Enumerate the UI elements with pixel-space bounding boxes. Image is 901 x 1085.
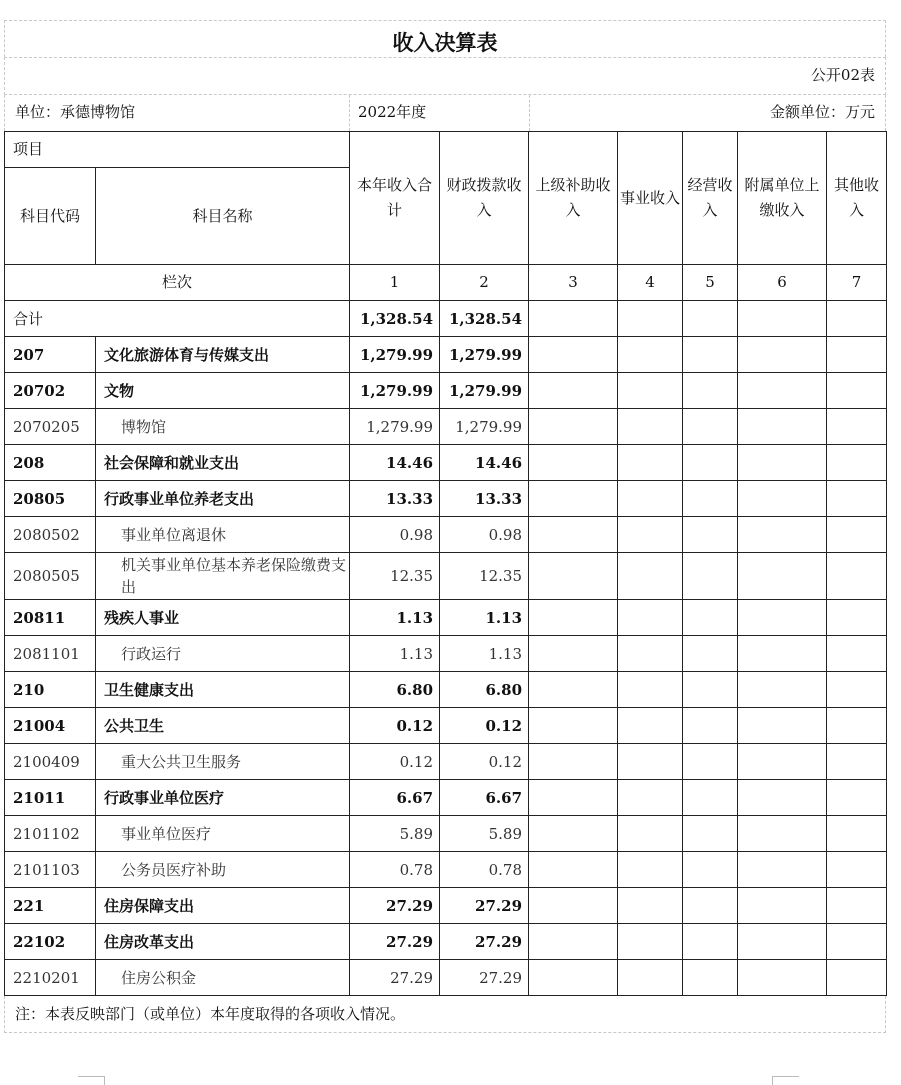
- subject-code: 20805: [5, 481, 96, 517]
- table-row: [5, 373, 887, 409]
- subject-code: 2100409: [5, 744, 96, 780]
- header-col-business: 事业收入: [618, 132, 683, 265]
- amount-total: 6.67: [350, 780, 440, 816]
- empty-cell: [529, 373, 618, 409]
- subject-name: 行政运行: [96, 636, 350, 672]
- amount-total: 5.89: [350, 816, 440, 852]
- amount-fiscal: 6.67: [440, 780, 529, 816]
- header-col-operation: 经营收入: [683, 132, 738, 265]
- empty-cell: [683, 301, 738, 337]
- empty-cell: [738, 600, 827, 636]
- subject-code: 2210201: [5, 960, 96, 996]
- empty-cell: [738, 852, 827, 888]
- amount-fiscal: 5.89: [440, 816, 529, 852]
- empty-cell: [683, 672, 738, 708]
- empty-cell: [738, 409, 827, 445]
- amount-fiscal: 1,279.99: [440, 337, 529, 373]
- amount-fiscal: 1,279.99: [440, 409, 529, 445]
- subject-name: 公务员医疗补助: [96, 852, 350, 888]
- page-title: 收入决算表: [4, 20, 886, 57]
- revenue-statement-sheet: [4, 20, 886, 1033]
- subject-code: 2081101: [5, 636, 96, 672]
- subject-name: 住房改革支出: [96, 924, 350, 960]
- table-row: [5, 445, 887, 481]
- index-cell: 5: [683, 265, 738, 301]
- amount-fiscal: 14.46: [440, 445, 529, 481]
- header-name: 科目名称: [96, 168, 350, 265]
- table-row: [5, 636, 887, 672]
- empty-cell: [738, 924, 827, 960]
- empty-cell: [618, 636, 683, 672]
- subject-name: 博物馆: [96, 409, 350, 445]
- empty-cell: [827, 960, 887, 996]
- header-col-affiliate: 附属单位上缴收入: [738, 132, 827, 265]
- empty-cell: [738, 780, 827, 816]
- subject-name: 残疾人事业: [96, 600, 350, 636]
- subject-code: 208: [5, 445, 96, 481]
- empty-cell: [529, 852, 618, 888]
- empty-cell: [529, 409, 618, 445]
- amount-fiscal: 27.29: [440, 924, 529, 960]
- subject-name: 行政事业单位养老支出: [96, 481, 350, 517]
- amount-total: 27.29: [350, 960, 440, 996]
- table-row: [5, 708, 887, 744]
- revenue-table: [4, 131, 887, 996]
- index-cell: 1: [350, 265, 440, 301]
- empty-cell: [683, 780, 738, 816]
- empty-cell: [529, 888, 618, 924]
- empty-cell: [827, 672, 887, 708]
- empty-cell: [529, 600, 618, 636]
- table-row: [5, 409, 887, 445]
- subject-code: 221: [5, 888, 96, 924]
- subject-name: 重大公共卫生服务: [96, 744, 350, 780]
- index-cell: 4: [618, 265, 683, 301]
- subject-name: 事业单位离退休: [96, 517, 350, 553]
- amount-total: 1,279.99: [350, 373, 440, 409]
- subject-name: 文物: [96, 373, 350, 409]
- empty-cell: [683, 816, 738, 852]
- subject-name: 行政事业单位医疗: [96, 780, 350, 816]
- empty-cell: [618, 744, 683, 780]
- total-label: 合计: [5, 301, 350, 337]
- empty-cell: [683, 517, 738, 553]
- header-col-other: 其他收入: [827, 132, 887, 265]
- amount-total: 0.78: [350, 852, 440, 888]
- amount-total: 0.98: [350, 517, 440, 553]
- empty-cell: [738, 636, 827, 672]
- empty-cell: [618, 708, 683, 744]
- empty-cell: [827, 708, 887, 744]
- table-row: [5, 672, 887, 708]
- empty-cell: [683, 888, 738, 924]
- empty-cell: [827, 373, 887, 409]
- empty-cell: [738, 708, 827, 744]
- empty-cell: [529, 924, 618, 960]
- amount-fiscal: 0.98: [440, 517, 529, 553]
- empty-cell: [618, 337, 683, 373]
- empty-cell: [529, 301, 618, 337]
- empty-cell: [618, 780, 683, 816]
- index-cell: 2: [440, 265, 529, 301]
- unit-label: 单位：承德博物馆: [5, 95, 350, 131]
- amount-total: 13.33: [350, 481, 440, 517]
- amount-total: 27.29: [350, 888, 440, 924]
- table-row: [5, 553, 887, 600]
- header-col-superior: 上级补助收入: [529, 132, 618, 265]
- form-number: 公开02表: [4, 57, 886, 95]
- header-code: 科目代码: [5, 168, 96, 265]
- empty-cell: [683, 553, 738, 600]
- subject-code: 21004: [5, 708, 96, 744]
- empty-cell: [618, 924, 683, 960]
- index-cell: 6: [738, 265, 827, 301]
- header-row-index: 栏次: [5, 265, 350, 301]
- empty-cell: [738, 373, 827, 409]
- table-note: 注：本表反映部门（或单位）本年度取得的各项收入情况。: [4, 996, 886, 1033]
- empty-cell: [618, 517, 683, 553]
- empty-cell: [683, 636, 738, 672]
- subject-code: 210: [5, 672, 96, 708]
- subject-name: 住房保障支出: [96, 888, 350, 924]
- empty-cell: [529, 337, 618, 373]
- empty-cell: [683, 445, 738, 481]
- amount-total: 0.12: [350, 708, 440, 744]
- total-fiscal: 1,328.54: [440, 301, 529, 337]
- empty-cell: [618, 888, 683, 924]
- table-row: [5, 337, 887, 373]
- empty-cell: [827, 553, 887, 600]
- table-row: [5, 481, 887, 517]
- subject-name: 文化旅游体育与传媒支出: [96, 337, 350, 373]
- empty-cell: [683, 373, 738, 409]
- empty-cell: [529, 636, 618, 672]
- empty-cell: [529, 445, 618, 481]
- table-row: [5, 517, 887, 553]
- index-cell: 3: [529, 265, 618, 301]
- empty-cell: [827, 481, 887, 517]
- empty-cell: [827, 924, 887, 960]
- empty-cell: [683, 600, 738, 636]
- amount-total: 1,279.99: [350, 337, 440, 373]
- empty-cell: [618, 672, 683, 708]
- empty-cell: [683, 924, 738, 960]
- amount-total: 0.12: [350, 744, 440, 780]
- subject-name: 公共卫生: [96, 708, 350, 744]
- empty-cell: [618, 553, 683, 600]
- amount-total: 1.13: [350, 636, 440, 672]
- subject-code: 20811: [5, 600, 96, 636]
- empty-cell: [618, 481, 683, 517]
- amount-fiscal: 0.78: [440, 852, 529, 888]
- empty-cell: [738, 744, 827, 780]
- subject-code: 207: [5, 337, 96, 373]
- empty-cell: [827, 636, 887, 672]
- empty-cell: [827, 744, 887, 780]
- total-amount: 1,328.54: [350, 301, 440, 337]
- empty-cell: [827, 517, 887, 553]
- empty-cell: [529, 481, 618, 517]
- empty-cell: [827, 780, 887, 816]
- subject-name: 事业单位医疗: [96, 816, 350, 852]
- table-row: [5, 852, 887, 888]
- table-row: [5, 960, 887, 996]
- empty-cell: [738, 445, 827, 481]
- amount-fiscal: 13.33: [440, 481, 529, 517]
- subject-code: 2101103: [5, 852, 96, 888]
- subject-name: 卫生健康支出: [96, 672, 350, 708]
- empty-cell: [827, 409, 887, 445]
- empty-cell: [683, 409, 738, 445]
- empty-cell: [618, 852, 683, 888]
- subject-name: 住房公积金: [96, 960, 350, 996]
- subject-code: 22102: [5, 924, 96, 960]
- empty-cell: [618, 373, 683, 409]
- header-col-total: 本年收入合计: [350, 132, 440, 265]
- amount-fiscal: 1.13: [440, 600, 529, 636]
- subject-name: 社会保障和就业支出: [96, 445, 350, 481]
- empty-cell: [618, 600, 683, 636]
- amount-total: 6.80: [350, 672, 440, 708]
- empty-cell: [618, 816, 683, 852]
- amount-fiscal: 1,279.99: [440, 373, 529, 409]
- amount-fiscal: 0.12: [440, 744, 529, 780]
- empty-cell: [618, 445, 683, 481]
- empty-cell: [529, 780, 618, 816]
- fiscal-year: 2022年度: [350, 95, 530, 131]
- amount-fiscal: 27.29: [440, 888, 529, 924]
- subject-code: 20702: [5, 373, 96, 409]
- empty-cell: [683, 960, 738, 996]
- empty-cell: [529, 744, 618, 780]
- table-row: [5, 744, 887, 780]
- subject-code: 2080505: [5, 553, 96, 600]
- empty-cell: [738, 553, 827, 600]
- unit-info-row: [4, 95, 886, 131]
- amount-total: 14.46: [350, 445, 440, 481]
- empty-cell: [738, 960, 827, 996]
- subject-code: 2070205: [5, 409, 96, 445]
- amount-fiscal: 12.35: [440, 553, 529, 600]
- table-row: [5, 780, 887, 816]
- empty-cell: [683, 337, 738, 373]
- empty-cell: [738, 517, 827, 553]
- empty-cell: [738, 888, 827, 924]
- header-item: 项目: [5, 132, 350, 168]
- amount-total: 1.13: [350, 600, 440, 636]
- empty-cell: [618, 960, 683, 996]
- empty-cell: [529, 517, 618, 553]
- empty-cell: [738, 816, 827, 852]
- empty-cell: [738, 672, 827, 708]
- total-row: [5, 301, 887, 337]
- empty-cell: [683, 744, 738, 780]
- amount-total: 12.35: [350, 553, 440, 600]
- amount-unit: 金额单位：万元: [769, 103, 875, 121]
- empty-cell: [683, 852, 738, 888]
- empty-cell: [827, 445, 887, 481]
- empty-cell: [827, 816, 887, 852]
- empty-cell: [618, 301, 683, 337]
- subject-code: 21011: [5, 780, 96, 816]
- amount-fiscal: 27.29: [440, 960, 529, 996]
- subject-code: 2101102: [5, 816, 96, 852]
- empty-cell: [827, 337, 887, 373]
- empty-cell: [683, 481, 738, 517]
- empty-cell: [529, 672, 618, 708]
- amount-fiscal: 1.13: [440, 636, 529, 672]
- empty-cell: [529, 960, 618, 996]
- empty-cell: [827, 600, 887, 636]
- empty-cell: [618, 409, 683, 445]
- table-row: [5, 888, 887, 924]
- table-row: [5, 816, 887, 852]
- empty-cell: [529, 708, 618, 744]
- amount-fiscal: 0.12: [440, 708, 529, 744]
- empty-cell: [529, 816, 618, 852]
- empty-cell: [738, 481, 827, 517]
- empty-cell: [827, 301, 887, 337]
- empty-cell: [738, 301, 827, 337]
- empty-cell: [529, 553, 618, 600]
- index-cell: 7: [827, 265, 887, 301]
- amount-total: 1,279.99: [350, 409, 440, 445]
- empty-cell: [738, 337, 827, 373]
- header-col-fiscal: 财政拨款收入: [440, 132, 529, 265]
- empty-cell: [827, 852, 887, 888]
- amount-total: 27.29: [350, 924, 440, 960]
- amount-fiscal: 6.80: [440, 672, 529, 708]
- subject-code: 2080502: [5, 517, 96, 553]
- subject-name: 机关事业单位基本养老保险缴费支出: [96, 553, 350, 600]
- empty-cell: [683, 708, 738, 744]
- empty-cell: [827, 888, 887, 924]
- table-row: [5, 924, 887, 960]
- table-row: [5, 600, 887, 636]
